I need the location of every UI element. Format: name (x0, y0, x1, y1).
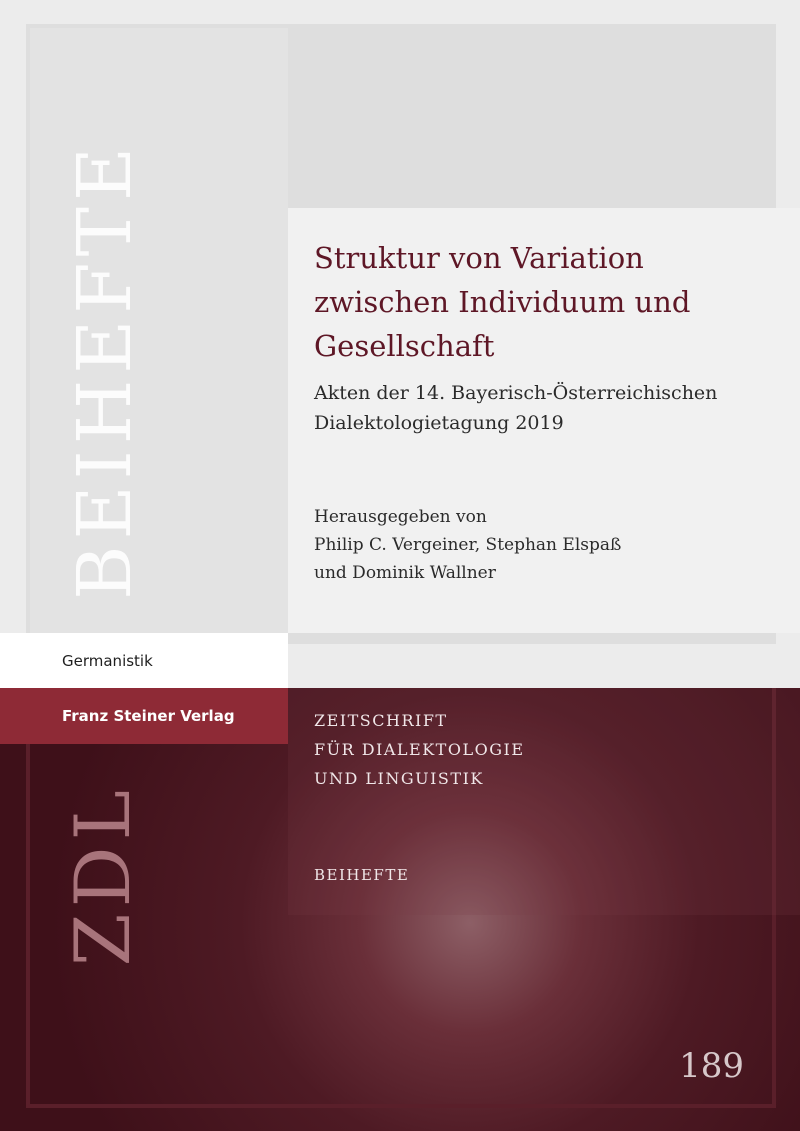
beihefte-vertical: BEIHEFTE (62, 140, 148, 600)
journal-name-line2: FÜR DIALEKTOLOGIE (314, 740, 525, 759)
editors-intro: Herausgegeben von (314, 507, 487, 527)
journal-name-line3: UND LINGUISTIK (314, 769, 484, 788)
publisher-band (0, 688, 288, 744)
editors-names-line2: und Dominik Wallner (314, 563, 496, 583)
subject-label: Germanistik (62, 651, 153, 670)
series-vertical-text-bottom (55, 760, 150, 990)
journal-name-line1: ZEITSCHRIFT (314, 711, 448, 730)
volume-number: 189 (679, 1046, 744, 1086)
editors-block (314, 503, 784, 587)
subject-band (0, 633, 288, 688)
book-subtitle: Akten der 14. Bayerisch-Österreichischen Dialektologietagung 2019 (314, 382, 718, 434)
series-vertical-text-top (60, 110, 150, 630)
editors-names-line1: Philip C. Vergeiner, Stephan Elspaß (314, 535, 622, 555)
journal-name (314, 706, 784, 793)
publisher-name: Franz Steiner Verlag (62, 707, 235, 725)
book-title: Struktur von Variation zwischen Individuum und Gesellschaft (314, 241, 691, 363)
zdl-vertical: ZDL (58, 783, 147, 967)
journal-supplement-label: BEIHEFTE (314, 866, 410, 884)
